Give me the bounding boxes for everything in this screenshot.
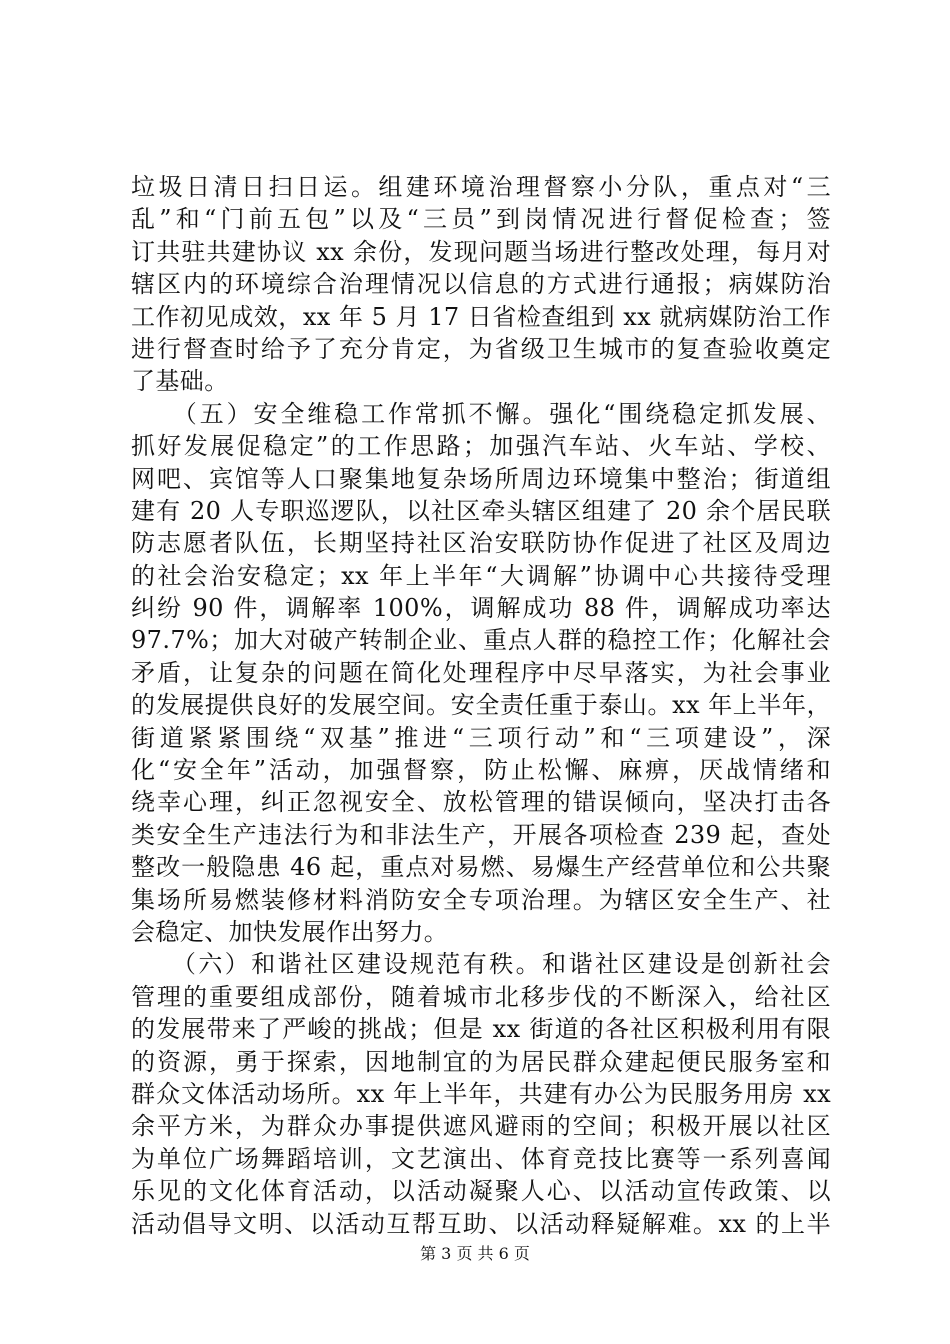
text-line: （五）安全维稳工作常抓不懈。强化“围绕稳定抓发展、 <box>131 399 831 428</box>
text-line: 为单位广场舞蹈培训，文艺演出、体育竞技比赛等一系列喜闻 <box>131 1144 831 1173</box>
text-line: 化“安全年”活动，加强督察，防止松懈、麻痹，厌战情绪和 <box>131 756 831 785</box>
text-line: 网吧、宾馆等人口聚集地复杂场所周边环境集中整治；街道组 <box>131 464 831 493</box>
text-line: 抓好发展促稳定”的工作思路；加强汽车站、火车站、学校、 <box>131 432 831 461</box>
text-line: （六）和谐社区建设规范有秩。和谐社区建设是创新社会 <box>131 950 831 979</box>
text-line: 矛盾，让复杂的问题在简化处理程序中尽早落实，为社会事业 <box>131 658 831 687</box>
text-line: 类安全生产违法行为和非法生产，开展各项检查 239 起，查处 <box>131 820 831 849</box>
text-line: 垃圾日清日扫日运。组建环境治理督察小分队，重点对“三 <box>131 173 831 201</box>
text-line: 绕幸心理，纠正忽视安全、放松管理的错误倾向，坚决打击各 <box>131 788 831 817</box>
text-line: 活动倡导文明、以活动互帮互助、以活动释疑解难。xx 的上半 <box>131 1209 831 1238</box>
text-line: 的发展提供良好的发展空间。安全责任重于泰山。xx 年上半年， <box>131 691 831 720</box>
text-line: 会稳定、加快发展作出努力。 <box>131 917 449 946</box>
text-line: 97.7%；加大对破产转制企业、重点人群的稳控工作；化解社会 <box>131 626 831 655</box>
text-line: 乱”和“门前五包”以及“三员”到岗情况进行督促检查；签 <box>131 205 831 234</box>
text-line: 乐见的文化体育活动，以活动凝聚人心、以活动宣传政策、以 <box>131 1177 831 1206</box>
text-line: 群众文体活动场所。xx 年上半年，共建有办公为民服务用房 xx <box>131 1079 831 1108</box>
text-line: 管理的重要组成部份，随着城市北移步伐的不断深入，给社区 <box>131 982 831 1011</box>
text-line: 进行督查时给予了充分肯定，为省级卫生城市的复查验收奠定 <box>131 334 831 363</box>
text-line: 的发展带来了严峻的挑战；但是 xx 街道的各社区积极利用有限 <box>131 1015 831 1044</box>
text-line: 的社会治安稳定；xx 年上半年“大调解”协调中心共接待受理 <box>131 561 831 590</box>
text-line: 纠纷 90 件，调解率 100%，调解成功 88 件，调解成功率达 <box>131 594 831 623</box>
body-text <box>131 171 831 1240</box>
text-line: 整改一般隐患 46 起，重点对易燃、易爆生产经营单位和公共聚 <box>131 853 831 882</box>
text-line: 集场所易燃装修材料消防安全专项治理。为辖区安全生产、社 <box>131 885 831 914</box>
text-line: 余平方米，为群众办事提供遮风避雨的空间；积极开展以社区 <box>131 1112 831 1141</box>
page-footer: 第 3 页 共 6 页 <box>420 1244 530 1263</box>
text-line: 建有 20 人专职巡逻队，以社区牵头辖区组建了 20 余个居民联 <box>131 496 831 525</box>
text-line: 防志愿者队伍，长期坚持社区治安联防协作促进了社区及周边 <box>131 529 831 558</box>
text-line: 的资源，勇于探索，因地制宜的为居民群众建起便民服务室和 <box>131 1047 831 1076</box>
text-line: 辖区内的环境综合治理情况以信息的方式进行通报；病媒防治 <box>131 270 831 299</box>
text-line: 街道紧紧围绕“双基”推进“三项行动”和“三项建设”，深 <box>131 723 831 752</box>
text-line: 工作初见成效，xx 年 5 月 17 日省检查组到 xx 就病媒防治工作 <box>131 302 831 331</box>
text-line: 订共驻共建协议 xx 余份，发现问题当场进行整改处理，每月对 <box>131 237 831 266</box>
text-line: 了基础。 <box>131 367 229 396</box>
